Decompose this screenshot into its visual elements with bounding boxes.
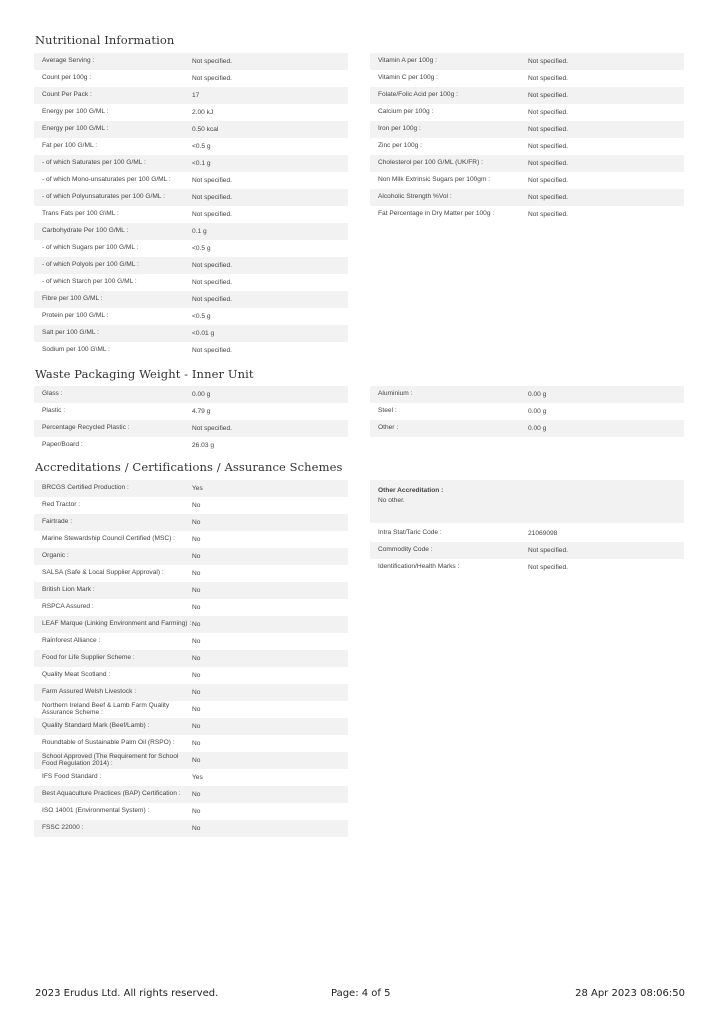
row-value: 26.03 g <box>192 442 214 449</box>
table-row <box>34 616 348 633</box>
table-row <box>370 542 684 559</box>
table-row <box>34 386 348 403</box>
table-row <box>34 420 348 437</box>
row-label: Count Per Pack : <box>42 91 92 99</box>
table-row <box>34 189 348 206</box>
row-label: Calcium per 100g : <box>378 108 434 116</box>
row-label: Plastic : <box>42 407 66 415</box>
table-row <box>34 531 348 548</box>
row-label: School Approved (The Requirement for School Food Regulation 2014) : <box>42 752 179 767</box>
row-label: Farm Assured Welsh Livestock : <box>42 688 137 696</box>
row-value: 21069098 <box>528 530 558 537</box>
row-value: No <box>192 757 201 764</box>
row-label: - of which Sugars per 100 G/ML : <box>42 244 139 252</box>
table-row <box>370 525 684 542</box>
row-label: Carbohydrate Per 100 G/ML : <box>42 227 129 235</box>
row-value: Not specified. <box>192 296 232 303</box>
table-row <box>34 599 348 616</box>
row-value: No <box>192 536 201 543</box>
row-value: Not specified. <box>192 211 232 218</box>
table-row <box>34 497 348 514</box>
row-value: <0.5 g <box>192 313 211 320</box>
row-value: No <box>192 808 201 815</box>
table-row <box>34 582 348 599</box>
row-value: No <box>192 825 201 832</box>
table-row <box>34 291 348 308</box>
row-label: Energy per 100 G/ML : <box>42 108 109 116</box>
row-label: Food for Life Supplier Scheme : <box>42 654 135 662</box>
row-label: Best Aquaculture Practices (BAP) Certification : <box>42 790 181 798</box>
table-row <box>370 386 684 403</box>
table-row <box>34 104 348 121</box>
table-row <box>34 53 348 70</box>
row-value: <0.01 g <box>192 330 215 337</box>
row-label: Protein per 100 G/ML : <box>42 312 109 320</box>
row-label: Fat Percentage in Dry Matter per 100g : <box>378 210 495 218</box>
table-row <box>34 633 348 650</box>
footer-timestamp: 28 Apr 2023 08:06:50 <box>575 988 685 999</box>
row-label: RSPCA Assured : <box>42 603 94 611</box>
row-value: Not specified. <box>528 92 568 99</box>
row-value: <0.5 g <box>192 245 211 252</box>
row-value: Not specified. <box>192 347 232 354</box>
row-value: No <box>192 689 201 696</box>
row-value: Not specified. <box>528 75 568 82</box>
row-label: ISO 14001 (Environmental System) : <box>42 807 150 815</box>
row-value: No <box>192 723 201 730</box>
row-value: Not specified. <box>528 177 568 184</box>
row-value: Not specified. <box>528 58 568 65</box>
table-row <box>34 342 348 359</box>
codes-table <box>370 525 684 576</box>
row-label: LEAF Marque (Linking Environment and Farming) : <box>42 620 192 628</box>
footer-copyright: 2023 Erudus Ltd. All rights reserved. <box>35 988 219 999</box>
row-value: Not specified. <box>192 194 232 201</box>
row-value: <0.1 g <box>192 160 211 167</box>
row-label: Steel : <box>378 407 397 415</box>
nutrition-table-left <box>34 53 348 359</box>
row-label: Fat per 100 G/ML : <box>42 142 98 150</box>
row-value: Not specified. <box>528 211 568 218</box>
nutrition-table-right <box>370 53 684 223</box>
row-value: <0.5 g <box>192 143 211 150</box>
table-row <box>34 786 348 803</box>
row-value: Not specified. <box>528 160 568 167</box>
table-row <box>34 240 348 257</box>
row-value: Not specified. <box>192 262 232 269</box>
row-label: Rainforest Alliance : <box>42 637 101 645</box>
row-label: - of which Polyunsaturates per 100 G/ML : <box>42 193 165 201</box>
row-value: 0.00 g <box>192 391 211 398</box>
row-value: Not specified. <box>528 143 568 150</box>
table-row <box>34 701 348 718</box>
accreditations-table-left <box>34 480 348 837</box>
table-row <box>34 684 348 701</box>
row-label: Paper/Board : <box>42 441 83 449</box>
row-label: IFS Food Standard : <box>42 773 102 781</box>
row-value: No <box>192 791 201 798</box>
row-value: No <box>192 519 201 526</box>
packaging-table-right <box>370 386 684 437</box>
row-label: Fibre per 100 G/ML : <box>42 295 103 303</box>
row-value: No <box>192 553 201 560</box>
table-row <box>370 155 684 172</box>
table-row <box>34 206 348 223</box>
row-label: Roundtable of Sustainable Palm Oil (RSPO) : <box>42 739 175 747</box>
table-row <box>34 514 348 531</box>
table-row <box>34 650 348 667</box>
table-row <box>34 403 348 420</box>
row-label: Non Milk Extrinsic Sugars per 100gm : <box>378 176 491 184</box>
row-label: Zinc per 100g : <box>378 142 422 150</box>
table-row <box>34 138 348 155</box>
accreditations-table-right <box>370 480 684 576</box>
row-value: 0.1 g <box>192 228 207 235</box>
table-row <box>370 87 684 104</box>
table-row <box>370 70 684 87</box>
table-row <box>34 752 348 769</box>
row-value: No <box>192 621 201 628</box>
table-row <box>34 223 348 240</box>
section-title-accreditations: Accreditations / Certifications / Assurance Schemes <box>35 460 343 474</box>
row-label: Organic : <box>42 552 69 560</box>
row-value: Not specified. <box>192 425 232 432</box>
row-label: BRCGS Certified Production : <box>42 484 129 492</box>
packaging-table-left <box>34 386 348 454</box>
row-label: Glass : <box>42 390 63 398</box>
footer-page-number: Page: 4 of 5 <box>331 988 391 999</box>
section-title-packaging: Waste Packaging Weight - Inner Unit <box>35 367 254 381</box>
row-value: No <box>192 502 201 509</box>
other-accreditation-label: Other Accreditation : <box>378 487 444 494</box>
table-row <box>370 559 684 576</box>
row-value: No <box>192 706 201 713</box>
row-label: - of which Saturates per 100 G/ML : <box>42 159 146 167</box>
section-title-nutrition: Nutritional Information <box>35 33 175 47</box>
row-label: - of which Polyols per 100 G/ML : <box>42 261 139 269</box>
row-value: No <box>192 740 201 747</box>
row-value: No <box>192 570 201 577</box>
row-value: No <box>192 638 201 645</box>
row-label: Count per 100g : <box>42 74 92 82</box>
table-row <box>34 769 348 786</box>
row-value: Not specified. <box>192 58 232 65</box>
row-value: Not specified. <box>528 194 568 201</box>
table-row <box>370 206 684 223</box>
row-value: 17 <box>192 92 200 99</box>
row-label: Aluminium : <box>378 390 413 398</box>
table-row <box>34 437 348 454</box>
table-row <box>34 70 348 87</box>
row-label: Marine Stewardship Council Certified (MSC) : <box>42 535 176 543</box>
row-label: Northern Ireland Beef & Lamb Farm Quality Assurance Scheme : <box>42 701 170 716</box>
table-row <box>34 735 348 752</box>
table-row <box>34 257 348 274</box>
row-label: British Lion Mark : <box>42 586 95 594</box>
row-value: 0.00 g <box>528 408 547 415</box>
row-label: - of which Mono-unsaturates per 100 G/ML : <box>42 176 171 184</box>
table-row <box>34 274 348 291</box>
row-label: Quality Meat Scotland : <box>42 671 111 679</box>
other-accreditation-value: No other. <box>378 497 405 504</box>
row-value: No <box>192 587 201 594</box>
table-row <box>34 565 348 582</box>
row-value: Not specified. <box>528 547 568 554</box>
row-label: Sodium per 100 G\ML : <box>42 346 110 354</box>
row-label: Salt per 100 G/ML : <box>42 329 99 337</box>
row-label: Other : <box>378 424 399 432</box>
table-row <box>370 403 684 420</box>
row-value: Not specified. <box>528 564 568 571</box>
row-label: Vitamin C per 100g : <box>378 74 438 82</box>
row-value: 2.00 kJ <box>192 109 214 116</box>
row-value: Not specified. <box>528 109 568 116</box>
row-label: Cholesterol per 100 G/ML (UK/FR) : <box>378 159 483 167</box>
table-row <box>370 53 684 70</box>
row-value: Yes <box>192 485 203 492</box>
row-label: Intra Stat/Taric Code : <box>378 529 442 537</box>
table-row <box>34 718 348 735</box>
table-row <box>370 104 684 121</box>
row-label: Iron per 100g : <box>378 125 421 133</box>
row-label: Identification/Health Marks : <box>378 563 460 571</box>
table-row <box>34 87 348 104</box>
table-row <box>34 548 348 565</box>
table-row <box>370 138 684 155</box>
row-value: Not specified. <box>192 279 232 286</box>
row-label: Trans Fats per 100 G\ML : <box>42 210 119 218</box>
row-value: 4.79 g <box>192 408 211 415</box>
row-value: 0.50 kcal <box>192 126 219 133</box>
table-row <box>34 121 348 138</box>
row-value: No <box>192 655 201 662</box>
row-value: Not specified. <box>528 126 568 133</box>
table-row <box>34 172 348 189</box>
row-value: 0.00 g <box>528 391 547 398</box>
row-value: No <box>192 672 201 679</box>
table-row <box>34 820 348 837</box>
row-label: FSSC 22000 : <box>42 824 84 832</box>
row-value: 0.00 g <box>528 425 547 432</box>
table-row <box>370 121 684 138</box>
table-row <box>370 189 684 206</box>
table-row <box>34 667 348 684</box>
row-label: Average Serving : <box>42 57 95 65</box>
table-row <box>34 308 348 325</box>
row-label: Folate/Folic Acid per 100g : <box>378 91 458 99</box>
other-accreditation-box <box>370 480 684 523</box>
row-label: Vitamin A per 100g : <box>378 57 437 65</box>
row-value: Not specified. <box>192 75 232 82</box>
row-label: Quality Standard Mark (Beef/Lamb) : <box>42 722 150 730</box>
table-row <box>34 803 348 820</box>
table-row <box>34 325 348 342</box>
row-label: Red Tractor : <box>42 501 81 509</box>
row-label: - of which Starch per 100 G/ML : <box>42 278 137 286</box>
table-row <box>34 480 348 497</box>
row-value: Not specified. <box>192 177 232 184</box>
row-label: Alcoholic Strength %Vol : <box>378 193 452 201</box>
row-label: Fairtrade : <box>42 518 73 526</box>
row-value: No <box>192 604 201 611</box>
table-row <box>370 420 684 437</box>
row-label: Energy per 100 G/ML : <box>42 125 109 133</box>
table-row <box>34 155 348 172</box>
row-label: Percentage Recycled Plastic : <box>42 424 130 432</box>
row-value: Yes <box>192 774 203 781</box>
table-row <box>370 172 684 189</box>
row-label: Commodity Code : <box>378 546 433 554</box>
row-label: SALSA (Safe & Local Supplier Approval) : <box>42 569 164 577</box>
